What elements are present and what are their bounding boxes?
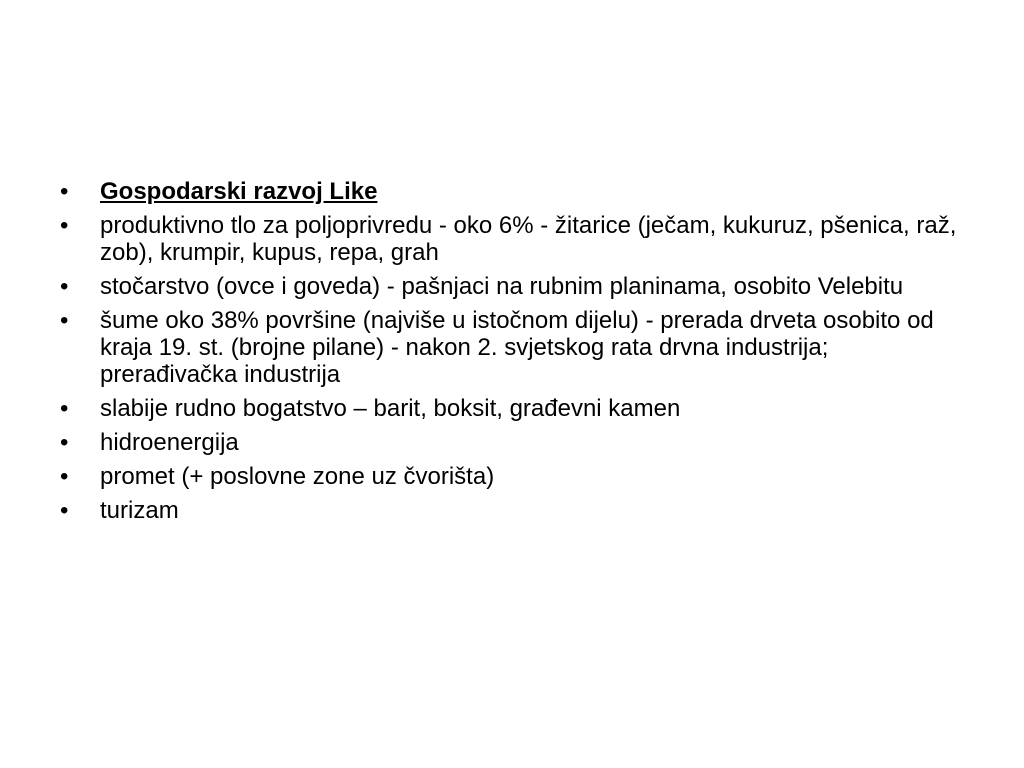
- bullet-icon: •: [60, 273, 69, 300]
- bullet-text: stočarstvo (ovce i goveda) - pašnjaci na rubnim planinama, osobito Velebitu: [100, 273, 904, 300]
- bullet-item-livestock: [60, 273, 960, 300]
- bullet-icon: •: [60, 212, 69, 239]
- bullet-text: šume oko 38% površine (najviše u istočnom dijelu) - prerada drveta osobito od kraja 19. st. (brojne pilane) - nakon 2. svjetskog rata drvna industrija; prerađivačka industrija: [100, 307, 934, 388]
- bullet-icon: •: [60, 497, 69, 524]
- bullet-text: produktivno tlo za poljoprivredu - oko 6% - žitarice (ječam, kukuruz, pšenica, raž, zob), krumpir, kupus, repa, grah: [100, 212, 957, 266]
- bullet-text: slabije rudno bogatstvo – barit, boksit, građevni kamen: [100, 395, 681, 422]
- bullet-icon: •: [60, 395, 69, 422]
- bullet-item-minerals: [60, 395, 960, 422]
- bullet-text: turizam: [100, 497, 179, 524]
- bullet-list: [60, 178, 960, 531]
- bullet-item-tourism: [60, 497, 960, 524]
- bullet-item-forests: [60, 307, 960, 388]
- bullet-text: promet (+ poslovne zone uz čvorišta): [100, 463, 495, 490]
- bullet-text: hidroenergija: [100, 429, 239, 456]
- bullet-item-heading: [60, 178, 960, 205]
- bullet-icon: •: [60, 429, 69, 456]
- bullet-icon: •: [60, 463, 69, 490]
- bullet-item-hydro: [60, 429, 960, 456]
- bullet-item-transport: [60, 463, 960, 490]
- bullet-icon: •: [60, 307, 69, 334]
- bullet-icon: •: [60, 178, 69, 205]
- bullet-item-agriculture: [60, 212, 960, 266]
- slide-heading: Gospodarski razvoj Like: [100, 178, 378, 205]
